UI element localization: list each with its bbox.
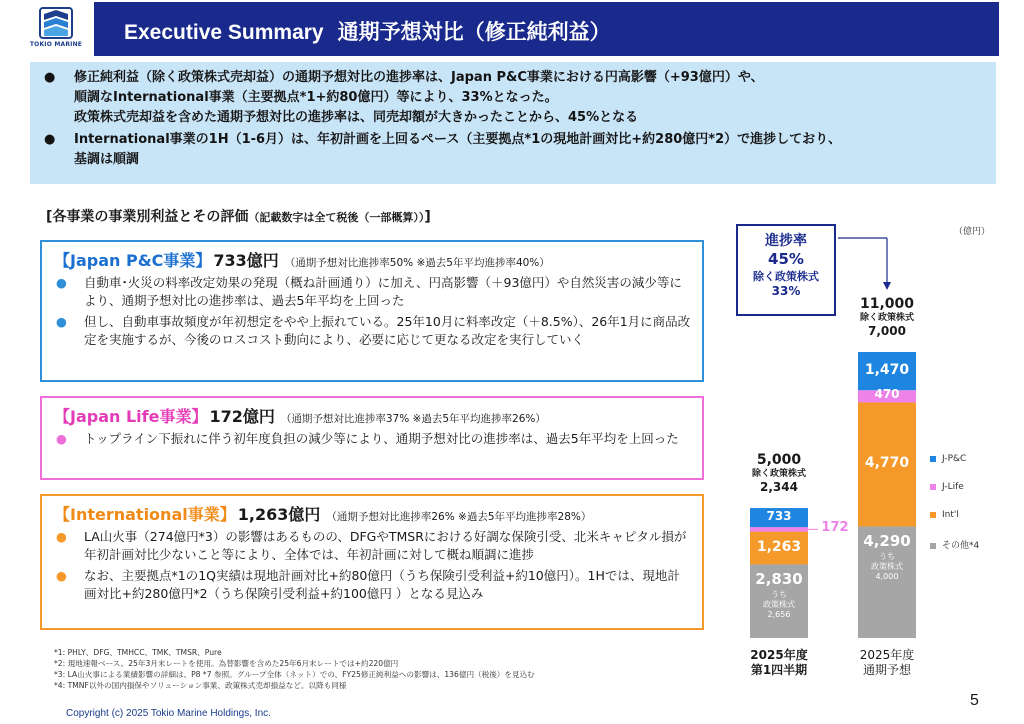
section-subtitle: （記載数字は全て税後（一部概算）） [248, 211, 425, 224]
japan-pc-label: 【Japan P&C事業】 [54, 251, 212, 270]
legend-swatch [930, 456, 936, 462]
japan-pc-amount: 733億円 [213, 251, 279, 270]
data-label: 470 [874, 387, 900, 402]
international-box [40, 494, 704, 630]
japan-pc-header [54, 248, 692, 271]
section-title [46, 206, 431, 226]
legend-item [930, 454, 966, 464]
japan-life-bullet-text: トップライン下振れに伴う初年度負担の減少等により、通期予想対比の進捗率は、過去5年平均を上回った [84, 431, 679, 446]
bar-total [842, 296, 932, 338]
category-label-line: 2025年度 [750, 648, 808, 662]
data-label: 733 [766, 508, 792, 523]
japan-pc-bullet-text: 自動車･火災の料率改定効果の発現（概ね計画通り）に加え、円高影響（＋93億円）や自然災害の減少等により、通期予想対比の進捗率は、過去5年平均を上回った [84, 275, 682, 308]
bullet-dot-icon: ● [44, 132, 56, 147]
japan-life-amount: 172億円 [209, 407, 275, 426]
total-excl-label: 除く政策株式 [751, 469, 806, 480]
japan-life-note: （通期予想対比進捗率37% ※過去5年平均進捗率26%） [280, 413, 546, 425]
legend-label: Int'l [942, 510, 959, 520]
legend-label: J-P&C [942, 454, 967, 464]
data-sublabel: うち [879, 552, 895, 562]
summary-line: 順調なInternational事業（主要拠点*1+約80億円）等により、33%となった。 [74, 90, 558, 105]
section-title-close: ] [424, 209, 431, 225]
data-label: 1,470 [864, 362, 910, 379]
total-value: 5,000 [756, 452, 802, 469]
summary-line: 基調は順調 [74, 152, 140, 167]
page-title-en: Executive Summary [124, 21, 324, 44]
legend-label: J-Life [942, 482, 964, 492]
data-sublabel: 4,000 [875, 572, 899, 582]
callout-sub-value: 33% [771, 284, 801, 298]
bar-segment-jlife [750, 527, 808, 531]
legend-swatch [930, 512, 936, 518]
data-label: 1,263 [756, 539, 802, 555]
japan-life-header [54, 404, 692, 427]
legend-label: その他*4 [942, 541, 980, 551]
total-excl-label: 除く政策株式 [859, 313, 914, 323]
bullet-dot-icon: ● [56, 431, 67, 446]
total-excl-value: 7,000 [868, 324, 906, 338]
footnotes [54, 647, 535, 691]
title-bar [94, 2, 999, 56]
page-number: 5 [970, 692, 979, 709]
japan-life-box [40, 396, 704, 480]
data-label: 2,830 [755, 570, 803, 589]
total-excl-value: 2,344 [760, 480, 798, 495]
summary-line: International事業の1H（1-6月）は、年初計画を上回るペース（主要拠点*1の現地計画対比+約280億円*2）で進捗しており、 [74, 132, 842, 147]
japan-pc-note: （通期予想対比進捗率50% ※過去5年平均進捗率40%） [284, 257, 550, 269]
category-label-line: 第1四半期 [750, 663, 808, 677]
international-note: （通期予想対比進捗率26% ※過去5年平均進捗率28%） [326, 511, 592, 523]
footnote: *4: TMNF以外の国内損保やソリューション事業、政策株式売却損益など。以降も同様 [54, 681, 347, 690]
data-sublabel: 政策株式 [763, 600, 795, 610]
profit-progress-chart [720, 218, 1020, 688]
bullet-dot-icon: ● [56, 568, 67, 583]
japan-life-label: 【Japan Life事業】 [54, 407, 208, 426]
executive-summary-box [30, 62, 996, 184]
japan-pc-bullet-text: 但し、自動車事故頻度が年初想定をやや上振れている。25年10月に料率改定（＋8.5%）、26年1月に商品改定を実施するが、今後のロスコスト動向により、必要に応じて更なる改定を実行していく [84, 314, 691, 347]
international-label: 【International事業】 [54, 505, 236, 524]
legend-swatch [930, 484, 936, 490]
total-value: 11,000 [859, 296, 915, 312]
summary-bullet [36, 130, 982, 170]
category-label [736, 648, 822, 678]
international-bullet-text: LA山火事（274億円*3）の影響はあるものの、DFGやTMSRにおける好調な保険引受、北米キャピタル損が年初計画対比少ないこと等により、全体では、年初計画に対して概ね順調に進捗 [84, 529, 687, 562]
callout-value: 45% [768, 250, 804, 268]
tokio-marine-logo [24, 6, 88, 54]
bullet-dot-icon: ● [56, 529, 67, 544]
data-sublabel: うち [771, 590, 787, 600]
header [0, 0, 1024, 58]
page-title [124, 16, 611, 46]
bar-total [734, 452, 824, 494]
legend-item [930, 538, 979, 551]
japan-pc-bullet [54, 274, 692, 310]
section-title-text: [各事業の事業別利益とその評価 [46, 209, 249, 225]
international-header [54, 502, 692, 525]
category-label [844, 648, 930, 678]
summary-bullet [36, 68, 982, 128]
data-sublabel: 2,656 [767, 610, 791, 620]
callout-title: 進捗率 [765, 233, 807, 249]
page-title-jp: 通期予想対比（修正純利益） [337, 20, 611, 44]
bullet-dot-icon: ● [44, 70, 56, 85]
bullet-dot-icon: ● [56, 314, 67, 329]
bullet-dot-icon: ● [56, 275, 67, 290]
category-label-line: 2025年度 [859, 648, 915, 662]
category-label-line: 通期予想 [862, 663, 911, 677]
chart-unit-label: （億円） [954, 227, 991, 237]
legend-item [930, 482, 964, 492]
arrow-head-icon [883, 282, 891, 290]
international-bullet [54, 528, 692, 564]
data-label: 4,290 [863, 532, 911, 551]
legend-item [930, 510, 959, 520]
japan-life-bullet [54, 430, 692, 448]
legend-swatch [930, 543, 936, 549]
data-label: 172 [821, 520, 849, 536]
international-amount: 1,263億円 [237, 505, 321, 524]
footnote: *3: LA山火事による業績影響の詳細は、P8 *7 参照。グループ全体（ネット）での、FY25修正純利益への影響は、136億円（税後）を見込む [54, 670, 535, 679]
data-label: 4,770 [864, 455, 910, 472]
tokio-marine-logo-icon [38, 6, 74, 40]
logo-text: TOKIO MARINE [29, 41, 83, 48]
callout-sub-label: 除く政策株式 [753, 270, 819, 283]
footnote: *2: 現地速報ベース。25年3月末レートを使用。為替影響を含めた25年6月末レートでは+約220億円 [54, 659, 399, 668]
footnote: *1: PHLY、DFG、TMHCC、TMK、TMSR、Pure [54, 648, 222, 657]
summary-line: 政策株式売却益を含めた通期予想対比の進捗率は、同売却額が大きかったことから、45%となる [74, 110, 639, 125]
international-bullet [54, 567, 692, 603]
data-sublabel: 政策株式 [871, 562, 903, 572]
japan-pc-bullet [54, 313, 692, 349]
international-bullet-text: なお、主要拠点*1の1Q実績は現地計画対比+約80億円（うち保険引受利益+約10億円）。1Hでは、現地計画対比+約280億円*2（うち保険引受利益+約100億円 ）となる見込み [84, 568, 680, 601]
summary-line: 修正純利益（除く政策株式売却益）の通期予想対比の進捗率は、Japan P&C事業における円高影響（+93億円）や、 [74, 70, 764, 85]
japan-pc-box [40, 240, 704, 382]
copyright: Copyright (c) 2025 Tokio Marine Holdings, Inc. [66, 708, 271, 719]
